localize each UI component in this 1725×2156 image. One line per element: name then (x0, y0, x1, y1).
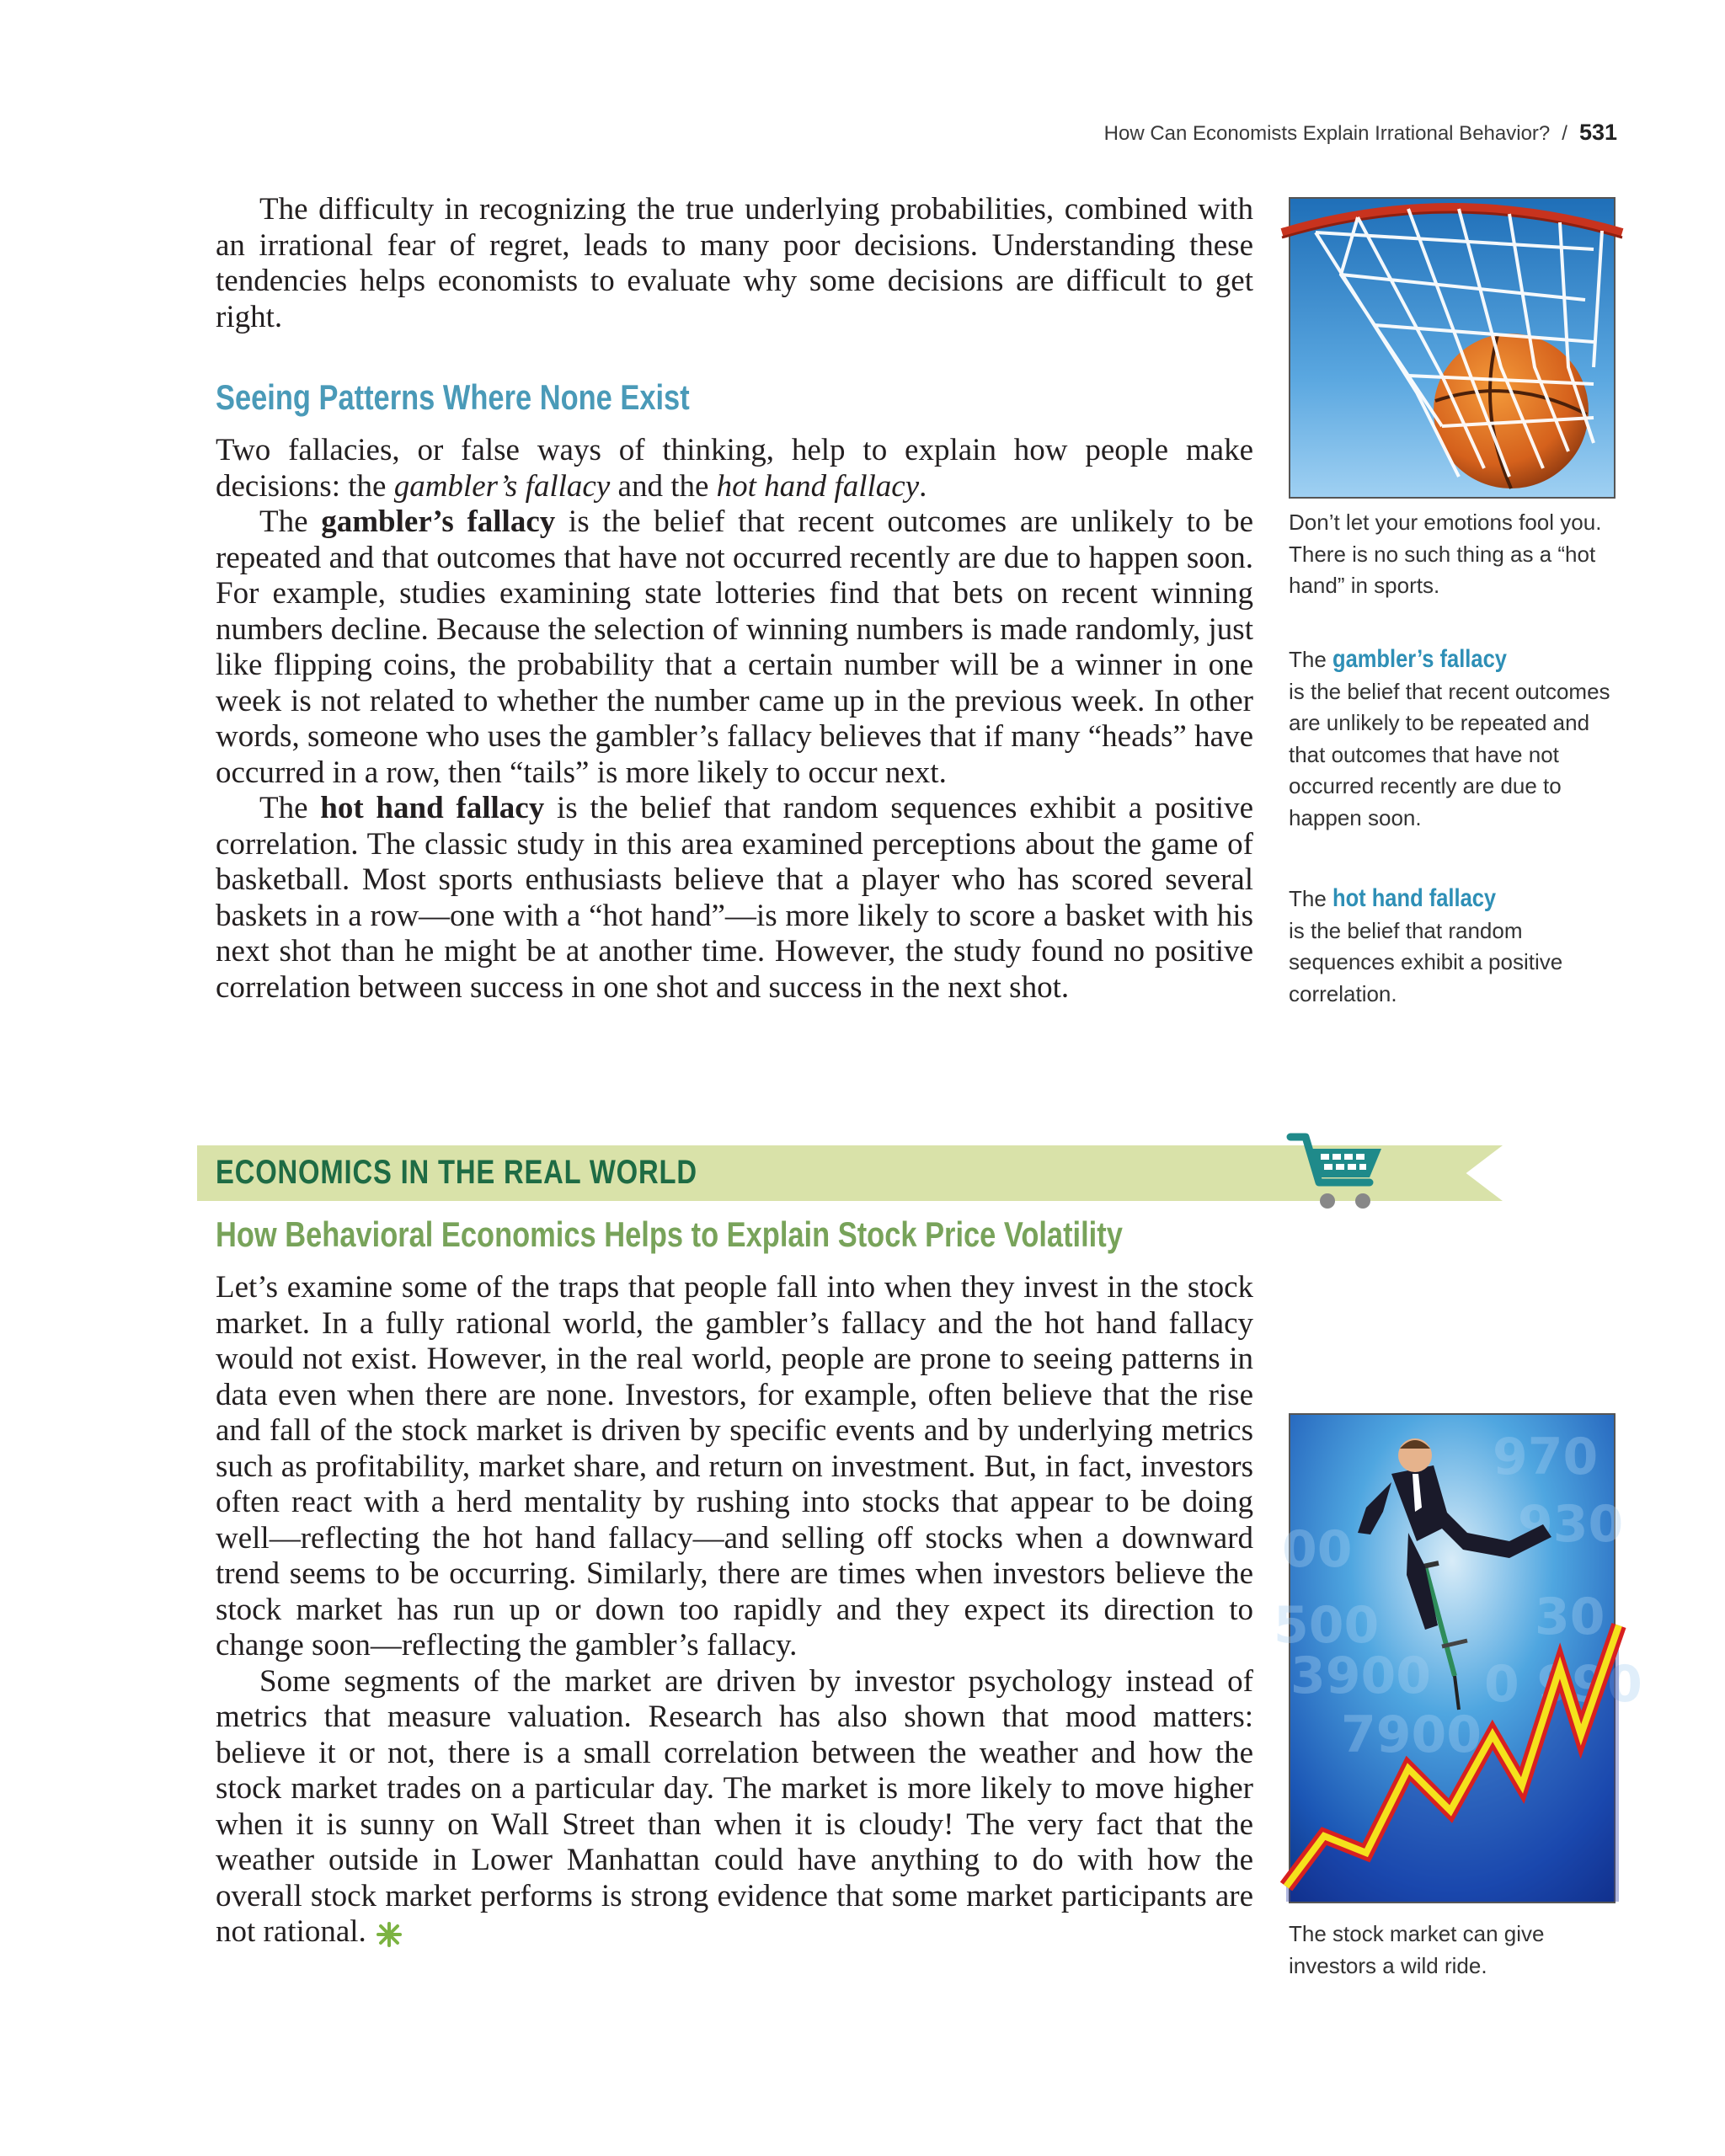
feature-paragraph-1: Let’s examine some of the traps that people fall into when they invest in the stock market. In a fully rational world, the gambler’s fallacy and the hot hand fallacy would not exist. However, in the real world, people are prone to seeing patterns in data even when there are none. Investors, for example, often believe that the rise and fall of the stock market is driven by specific events and by underlying metrics such as profitability, market share, and return on investment. But, in fact, investors often react with a herd mentality by rushing into stocks that appear to be doing well—reflecting the hot hand fallacy—and selling off stocks when a downward trend seems to be occurring. Similarly, there are times when investors believe the stock market has run up or down too rapidly and they expect its direction to change soon—reflecting the gambler’s fallacy. (216, 1270, 1253, 1662)
definition-prefix: The (1289, 886, 1333, 911)
running-title: How Can Economists Explain Irrational Behavior? (1103, 122, 1551, 145)
text-run: . (919, 468, 927, 504)
text-run: and the (610, 468, 717, 504)
text-run: is the belief that recent outcomes are unlikely to be repeated and that outcomes that have not occurred recently are due to happen soon. For example, studies examining state lotteries find that bets on recent winning numbers decline. Because the selection of winning numbers is made randomly, just like flipping coins, the probability that a certain number will be a winner in one week is not related to whether the number came up in the previous week. In other words, someone who uses the gambler’s fallacy believes that if many “heads” have occurred in a row, then “tails” is more likely to occur next. (216, 504, 1254, 790)
section-body (216, 433, 1253, 1006)
key-term-gamblers-fallacy: gambler’s fallacy (321, 504, 556, 539)
definition-term-line (1289, 883, 1617, 915)
svg-text:930: 930 (1518, 1495, 1624, 1554)
svg-text:970: 970 (1493, 1428, 1599, 1486)
stock-market-photo (1274, 1413, 1642, 1903)
photo-caption-basketball: Don’t let your emotions fool you. There is no such thing as a “hot hand” in sports. (1289, 510, 1602, 598)
intro-paragraph: The difficulty in recognizing the true underlying probabilities, combined with an irrational fear of regret, leads to many poor decisions. Understanding these tendencies helps economists to evaluate why some decisions are difficult to get right. (216, 192, 1253, 334)
svg-text:30: 30 (1535, 1588, 1605, 1646)
basketball-hoop-illustration (1290, 199, 1614, 497)
feature-heading: How Behavioral Economics Helps to Explain Stock Price Volatility (216, 1214, 1123, 1254)
svg-text:7900: 7900 (1341, 1705, 1482, 1764)
basketball-photo (1289, 197, 1616, 499)
definition-text: is the belief that random sequences exhibit a positive correlation. (1289, 917, 1563, 1006)
definition-prefix: The (1289, 647, 1333, 672)
feature-paragraph-2 (216, 1664, 1253, 1951)
fallacies-paragraph (216, 433, 1253, 504)
shopping-cart-icon (1287, 1130, 1393, 1218)
pogo-stick-investor-illustration (1274, 1415, 1642, 1902)
text-run: is the belief that random sequences exhibit a positive correlation. The classic study in this area examined perceptions about the game of basketball. Most sports enthusiasts believe that a player who has scored several baskets in a row—one with a “hot hand”—is more likely to score a basket with his next shot than he might be at another time. However, the study found no positive correlation between success in one shot and success in the next shot. (216, 791, 1253, 1005)
definition-text: is the belief that recent outcomes are unlikely to be repeated and that outcomes that have not occurred recently are due to happen soon. (1289, 678, 1610, 830)
intro-block (216, 192, 1253, 335)
svg-text:00: 00 (1282, 1520, 1353, 1579)
definition-term: gambler’s fallacy (1332, 645, 1507, 673)
text-run: The (259, 791, 321, 825)
end-ornament-icon (377, 1922, 402, 1947)
page-number: 531 (1578, 120, 1617, 145)
running-header (1104, 120, 1617, 146)
gamblers-fallacy-paragraph (216, 504, 1253, 791)
photo-caption-stock-market: The stock market can give investors a wild ride. (1289, 1921, 1545, 1978)
definition-term-line (1289, 643, 1617, 676)
key-term-hot-hand-fallacy: hot hand fallacy (320, 791, 545, 825)
feature-paragraph-2-text: Some segments of the market are driven by investor psychology instead of metrics that measure valuation. Research has also shown that mood matters: believe it or not, there is a small correlation between the weather and how the stock market trades on a particular day. The market is more likely to move higher when it is sunny on Wall Street than when it is cloudy! The very fact that the weather outside in Lower Manhattan could have anything to do with how the overall stock market performs is strong evidence that some market participants are not rational. (216, 1663, 1253, 1949)
header-separator: / (1562, 122, 1567, 145)
definition-term: hot hand fallacy (1332, 884, 1497, 912)
svg-text:0 990: 0 990 (1484, 1655, 1642, 1714)
definition-gamblers-fallacy (1289, 643, 1617, 834)
emphasis-hot-hand-fallacy: hot hand fallacy (716, 468, 920, 504)
text-run: Two fallacies, or false ways of thinking, help to explain how people make decisions: the (216, 433, 1253, 504)
feature-body (216, 1270, 1253, 1951)
hot-hand-fallacy-paragraph (216, 791, 1253, 1006)
svg-text:3900: 3900 (1290, 1646, 1431, 1705)
feature-banner-label: ECONOMICS IN THE REAL WORLD (216, 1154, 697, 1191)
emphasis-gamblers-fallacy: gambler’s fallacy (393, 468, 611, 504)
svg-text:500: 500 (1274, 1596, 1380, 1655)
definition-hot-hand-fallacy (1289, 883, 1617, 1010)
text-run: The (259, 504, 322, 539)
section-heading: Seeing Patterns Where None Exist (216, 377, 690, 417)
